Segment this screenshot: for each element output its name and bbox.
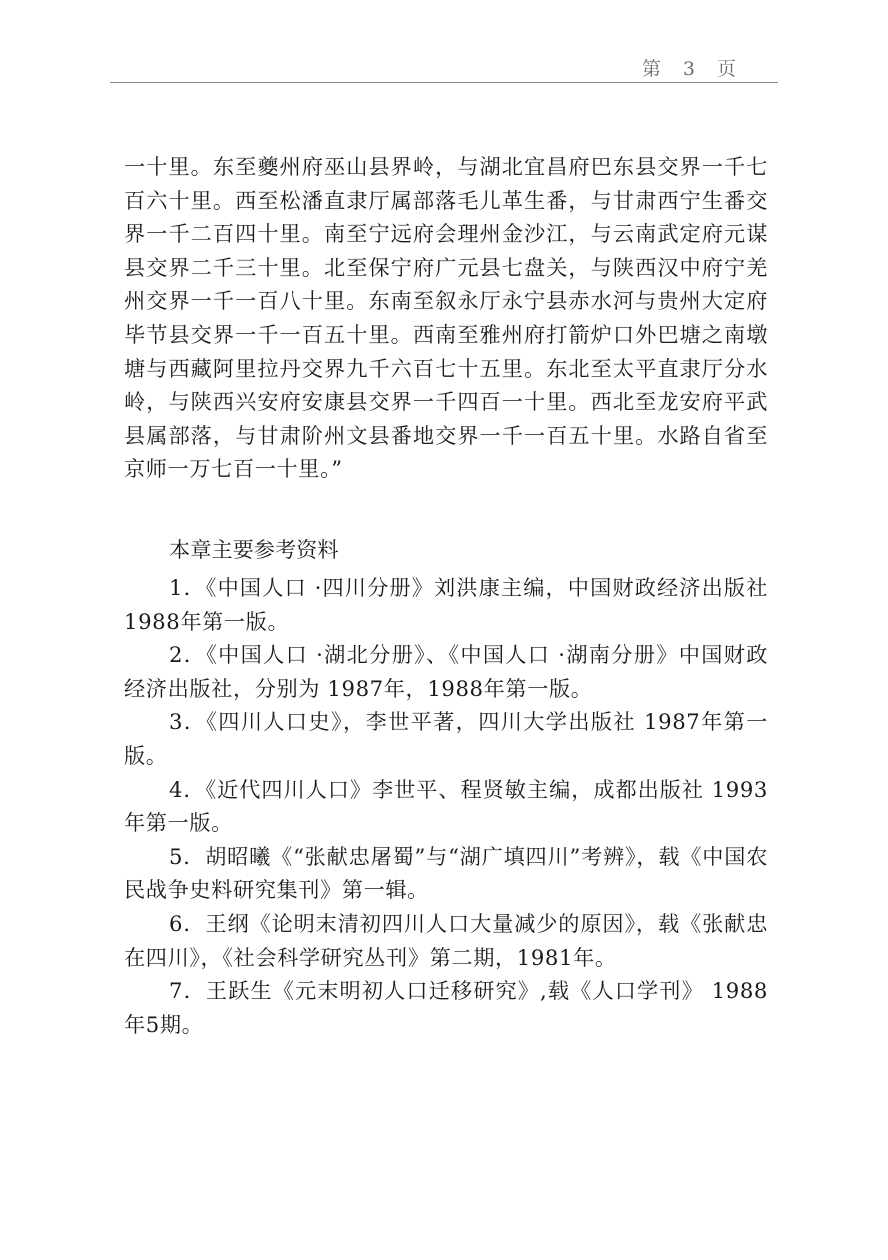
page-header: [110, 52, 778, 83]
body-paragraph: 一十里。东至夔州府巫山县界岭，与湖北宜昌府巴东县交界一千七百六十里。西至松潘直隶厅属部落毛儿革生番，与甘肃西宁生番交界一千二百四十里。南至宁远府会理州金沙江，与云南武定府元谋县交界二千三十里。北至保宁府广元县七盘关，与陕西汉中府宁羌州交界一千一百八十里。东南至叙永厅永宁县赤水河与贵州大定府毕节县交界一千一百五十里。西南至雅州府打箭炉口外巴塘之南墩塘与西藏阿里拉丹交界九千六百七十五里。东北至太平直隶厅分水岭，与陕西兴安府安康县交界一千四百一十里。西北至龙安府平武县属部落，与甘肃阶州文县番地交界一千一百五十里。水路自省至京师一万七百一十里。”: [124, 154, 768, 482]
reference-item: 6．王纲《论明末清初四川人口大量减少的原因》，载《张献忠在四川》，《社会科学研究丛刊》第二期，1981年。: [124, 910, 768, 970]
references-section: [124, 535, 768, 1041]
reference-item: 3．《四川人口史》，李世平著，四川大学出版社 1987年第一版。: [124, 709, 768, 768]
reference-item: 7．王跃生《元末明初人口迁移研究》,载《人口学刊》 1988年5期。: [124, 978, 768, 1037]
reference-item: 5．胡昭曦《“张献忠屠蜀”与“湖广填四川”考辨》，载《中国农民战争史料研究集刊》第一辑。: [124, 843, 768, 903]
references-title: 本章主要参考资料: [169, 537, 339, 562]
reference-item: 1．《中国人口 ·四川分册》刘洪康主编，中国财政经济出版社 1988年第一版。: [124, 575, 768, 634]
reference-item: 2．《中国人口 ·湖北分册》、《中国人口 ·湖南分册》中国财政经济出版社，分别为 1987年，1988年第一版。: [124, 642, 768, 701]
page-number: 第 3 页: [641, 58, 744, 80]
reference-item: 4．《近代四川人口》李世平、程贤敏主编，成都出版社 1993年第一版。: [124, 776, 768, 836]
